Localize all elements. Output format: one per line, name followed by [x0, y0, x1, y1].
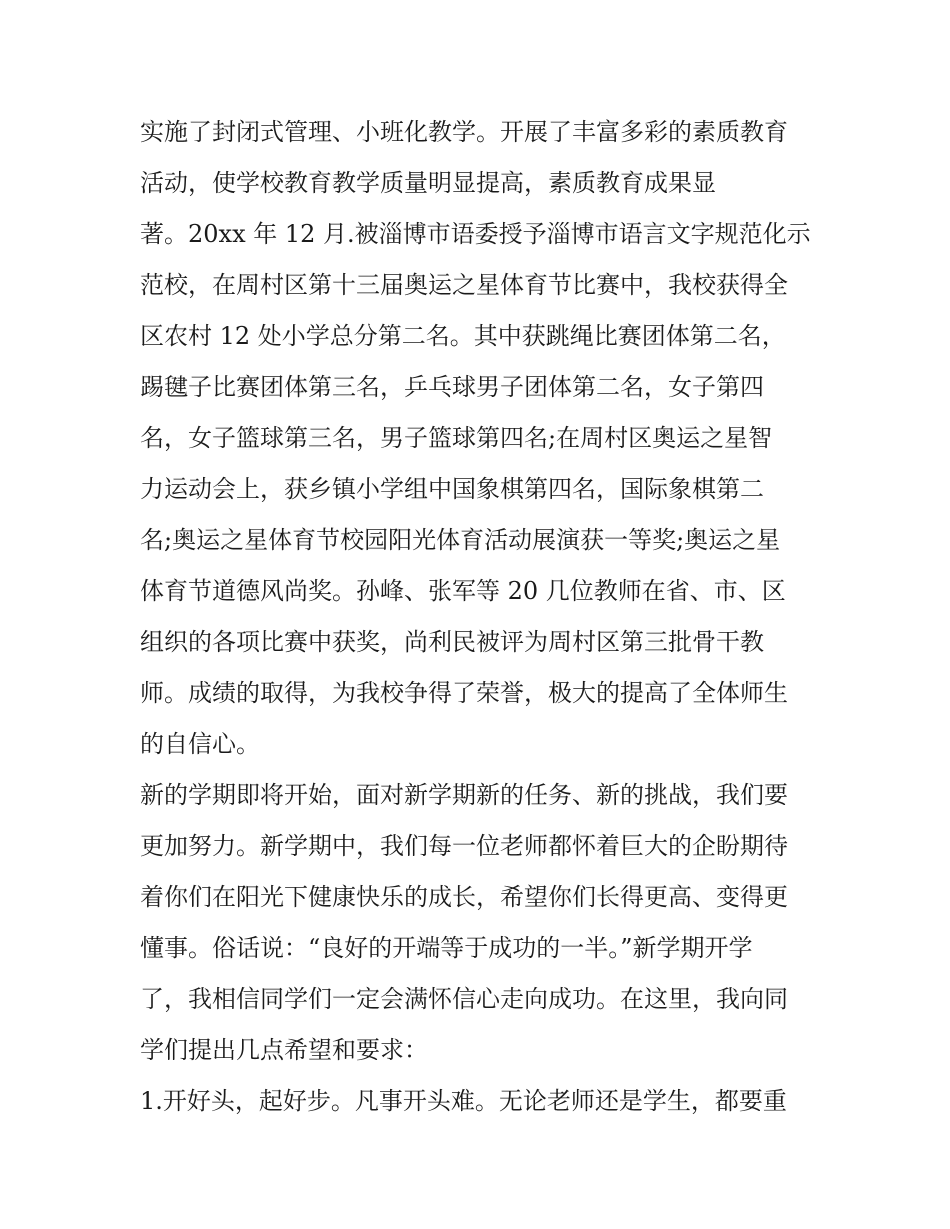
document-body: [140, 107, 815, 1127]
text-line: 力运动会上，获乡镇小学组中国象棋第四名，国际象棋第二: [140, 475, 764, 503]
text-line: 踢毽子比赛团体第三名，乒乓球男子团体第二名，女子第四: [140, 373, 764, 401]
text-line: 体育节道德风尚奖。孙峰、张军等 20 几位教师在省、市、区: [140, 577, 786, 605]
text-line: 名，女子篮球第三名，男子篮球第四名;在周村区奥运之星智: [140, 424, 773, 452]
text-line: 懂事。俗话说：“良好的开端等于成功的一半。”新学期开学: [140, 934, 753, 962]
text-line: 名;奥运之星体育节校园阳光体育活动展演获一等奖;奥运之星: [140, 526, 781, 554]
text-line: 了，我相信同学们一定会满怀信心走向成功。在这里，我向同: [140, 985, 788, 1013]
text-line: 区农村 12 处小学总分第二名。其中获跳绳比赛团体第二名，: [140, 322, 786, 350]
text-line: 新的学期即将开始，面对新学期新的任务、新的挑战，我们要: [140, 781, 788, 809]
text-line: 的自信心。: [140, 730, 260, 758]
text-line: 著。20xx 年 12 月.被淄博市语委授予淄博市语言文字规范化示: [140, 220, 811, 248]
text-line: 活动，使学校教育教学质量明显提高，素质教育成果显: [140, 169, 716, 197]
text-line: 1.开好头，起好步。凡事开头难。无论老师还是学生，都要重: [140, 1087, 787, 1115]
text-line: 组织的各项比赛中获奖，尚利民被评为周村区第三批骨干教: [140, 628, 764, 656]
text-line: 着你们在阳光下健康快乐的成长，希望你们长得更高、变得更: [140, 883, 788, 911]
text-line: 师。成绩的取得，为我校争得了荣誉，极大的提高了全体师生: [140, 679, 788, 707]
text-line: 范校，在周村区第十三届奥运之星体育节比赛中，我校获得全: [140, 271, 788, 299]
text-line: 更加努力。新学期中，我们每一位老师都怀着巨大的企盼期待: [140, 832, 788, 860]
text-line: 学们提出几点希望和要求：: [140, 1036, 428, 1064]
text-line: 实施了封闭式管理、小班化教学。开展了丰富多彩的素质教育: [140, 118, 788, 146]
